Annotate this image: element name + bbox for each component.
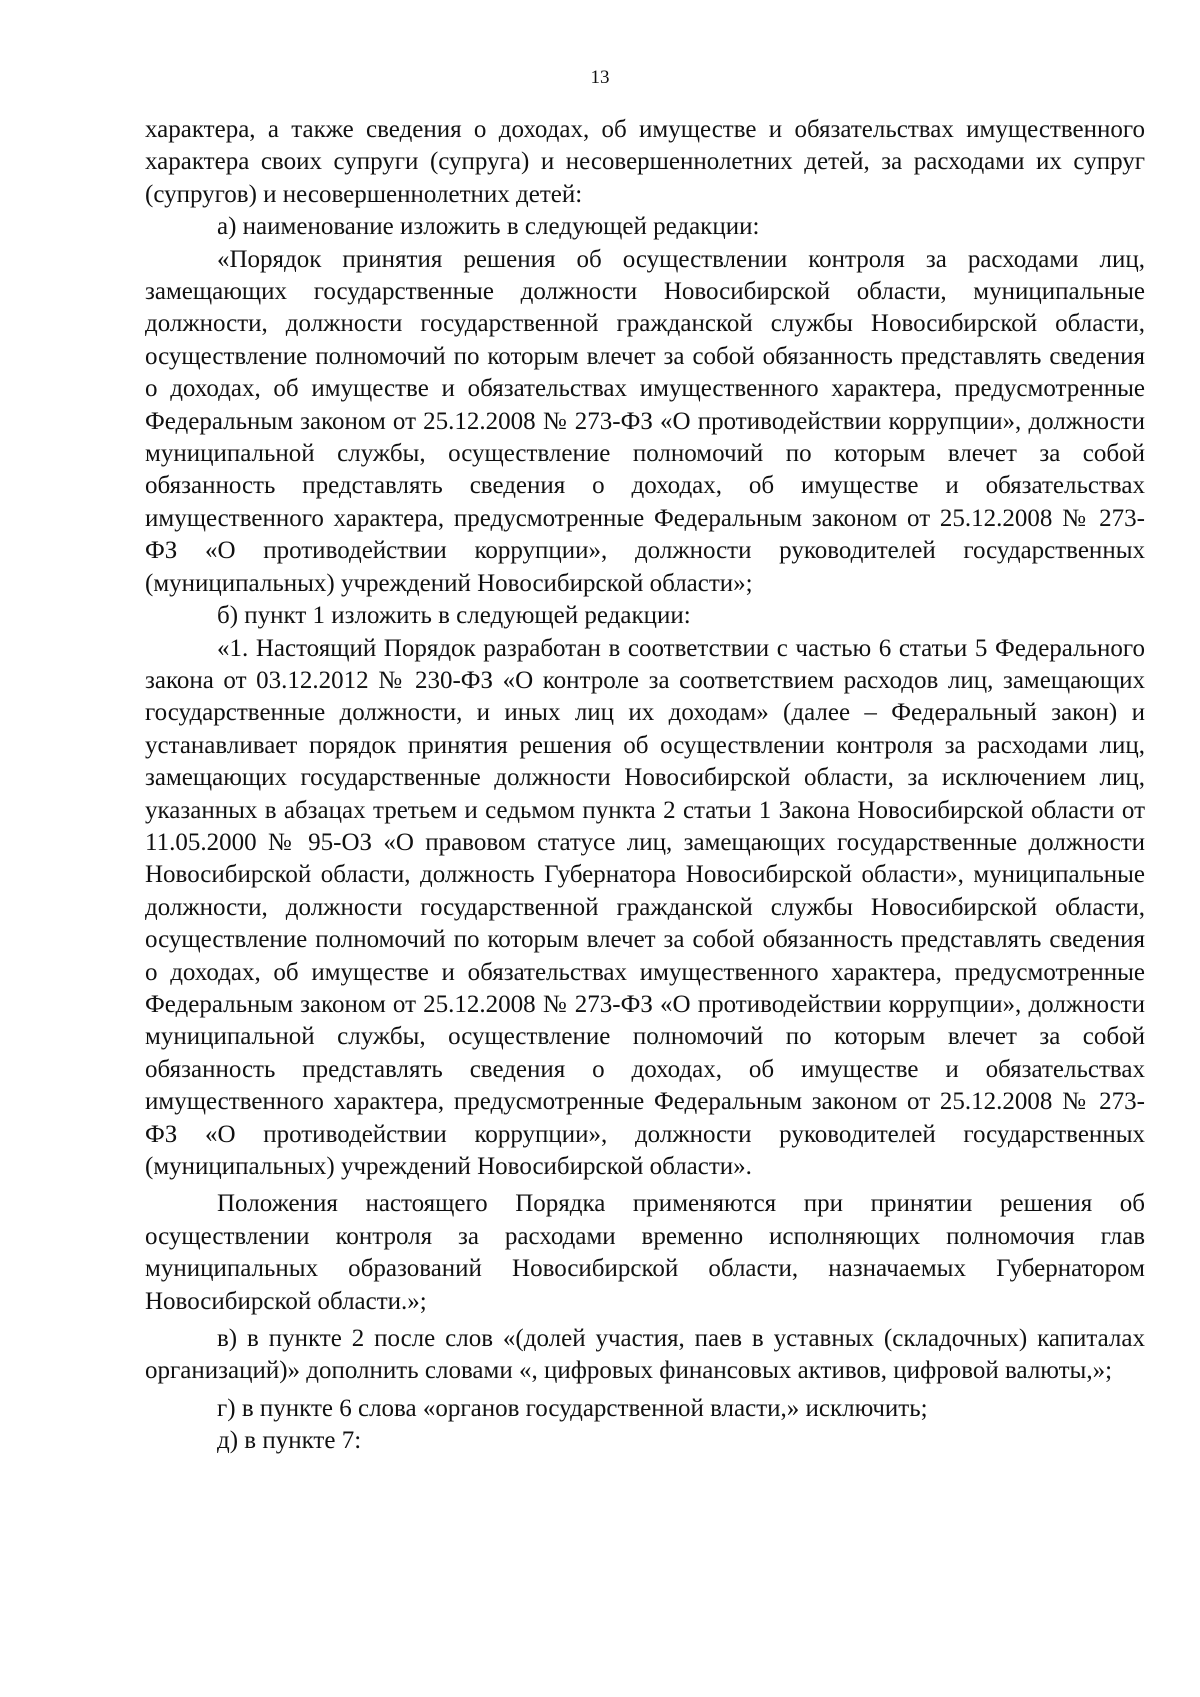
- paragraph-new-title: «Порядок принятия решения об осуществлении контроля за расходами лиц, замещающих государственные должности Новосибирской области, муниципальные должности, должности государственной гражданской службы Новосибирской области, осуществление полномочий по которым влечет за собой обязанность представлять сведения о доходах, об имуществе и обязательствах имущественного характера, предусмотренные Федеральным законом от 25.12.2008 № 273-ФЗ «О противодействии коррупции», должности муниципальной службы, осуществление полномочий по которым влечет за собой обязанность представлять сведения о доходах, об имуществе и обязательствах имущественного характера, предусмотренные Федеральным законом от 25.12.2008 № 273-ФЗ «О противодействии коррупции», должности руководителей государственных (муниципальных) учреждений Новосибирской области»;: [145, 245, 1145, 597]
- document-text: [145, 114, 1145, 1458]
- page-number: 13: [590, 67, 610, 88]
- paragraph-point-1: «1. Настоящий Порядок разработан в соответствии с частью 6 статьи 5 Федерального закона от 03.12.2012 № 230-ФЗ «О контроле за соответствием расходов лиц, замещающих государственные должности, и иных лиц их доходам» (далее – Федеральный закон) и устанавливает порядок принятия решения об осуществлении контроля за расходами лиц, замещающих государственные должности Новосибирской области, за исключением лиц, указанных в абзацах третьем и седьмом пункта 2 статьи 1 Закона Новосибирской области от 11.05.2000 № 95-ОЗ «О правовом статусе лиц, замещающих государственные должности Новосибирской области, должность Губернатора Новосибирской области», муниципальные должности, должности государственной гражданской службы Новосибирской области, осуществление полномочий по которым влечет за собой обязанность представлять сведения о доходах, об имуществе и обязательствах имущественного характера, предусмотренные Федеральным законом от 25.12.2008 № 273-ФЗ «О противодействии коррупции», должности муниципальной службы, осуществление полномочий по которым влечет за собой обязанность представлять сведения о доходах, об имуществе и обязательствах имущественного характера, предусмотренные Федеральным законом от 25.12.2008 № 273-ФЗ «О противодействии коррупции», должности руководителей государственных (муниципальных) учреждений Новосибирской области».: [145, 634, 1145, 1180]
- paragraph-continuation: характера, а также сведения о доходах, об имуществе и обязательствах имущественного характера своих супруги (супруга) и несовершеннолетних детей, за расходами их супруг (супругов) и несовершеннолетних детей:: [145, 116, 1145, 208]
- paragraph-subitem-d: д) в пункте 7:: [217, 1427, 362, 1455]
- paragraph-subitem-v: в) в пункте 2 после слов «(долей участия, паев в уставных (складочных) капиталах организаций)» дополнить словами «, цифровых финансовых активов, цифровой валюты,»;: [145, 1325, 1145, 1385]
- paragraph-subitem-a: а) наименование изложить в следующей редакции:: [217, 213, 760, 241]
- paragraph-subitem-g: г) в пункте 6 слова «органов государственной власти,» исключить;: [217, 1394, 928, 1422]
- paragraph-subitem-b: б) пункт 1 изложить в следующей редакции:: [217, 602, 691, 630]
- paragraph-provisions: Положения настоящего Порядка применяются при принятии решения об осуществлении контроля за расходами временно исполняющих полномочия глав муниципальных образований Новосибирской области, назначаемых Губернатором Новосибирской области.»;: [145, 1190, 1145, 1315]
